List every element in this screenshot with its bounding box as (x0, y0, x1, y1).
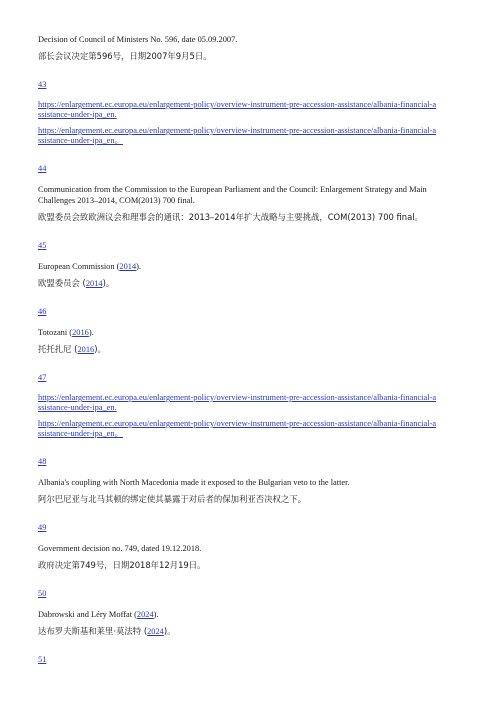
footnote-number-link[interactable]: 43 (38, 80, 47, 89)
footnote-47 (38, 372, 438, 439)
footnote-url-link-zh[interactable]: https://enlargement.ec.europa.eu/enlargement-policy/overview-instrument-pre-accession-assistance/albania-financial-assistance-under-ipa_en。 (38, 419, 437, 438)
footnote-url-link[interactable]: https://enlargement.ec.europa.eu/enlargement-policy/overview-instrument-pre-accession-assistance/albania-financial-assistance-under-ipa_en. (38, 393, 437, 412)
footnote-45 (38, 240, 438, 289)
footnote-url-link[interactable]: https://enlargement.ec.europa.eu/enlargement-policy/overview-instrument-pre-accession-assistance/albania-financial-assistance-under-ipa_en. (38, 100, 437, 119)
footnote-zh-text: 欧盟委员会 (2014)。 (38, 278, 115, 288)
footnote-en-text: Dabrowski and Léry Moffat (2024). (38, 610, 159, 619)
footnote-number-link[interactable]: 44 (38, 164, 47, 173)
footnote-50 (38, 588, 438, 637)
footnote-zh-text: 托托扎尼 (2016)。 (38, 344, 106, 354)
footnote-number-link[interactable]: 48 (38, 457, 47, 466)
footnote-en-text: Decision of Council of Ministers No. 596, date 05.09.2007. (38, 35, 238, 44)
footnote-number-link[interactable]: 49 (38, 523, 47, 532)
footnote-zh-text: 部长会议决定第596号，日期2007年9月5日。 (38, 51, 212, 61)
footnote-en-text: Totozani (2016). (38, 328, 94, 337)
footnote-42-continuation (38, 34, 438, 62)
footnote-en-text: European Commission (2014). (38, 262, 142, 271)
footnote-48 (38, 456, 438, 505)
footnote-number-link[interactable]: 51 (38, 655, 47, 664)
citation-year-link[interactable]: 2024 (136, 610, 154, 619)
footnote-44 (38, 163, 438, 223)
footnote-en-text: Communication from the Commission to the European Parliament and the Council: Enlargement Strategy and Main Challenges 2013–2014, COM(2013) 700 final. (38, 185, 427, 205)
footnote-url-link-zh[interactable]: https://enlargement.ec.europa.eu/enlargement-policy/overview-instrument-pre-accession-assistance/albania-financial-assistance-under-ipa_en。 (38, 126, 437, 145)
footnote-number-link[interactable]: 45 (38, 241, 47, 250)
citation-year-link-zh[interactable]: 2016 (77, 345, 95, 354)
footnotes-page (38, 34, 438, 665)
footnote-49 (38, 522, 438, 571)
footnote-51 (38, 654, 438, 665)
footnote-en-text: Government decision no. 749, dated 19.12.2018. (38, 544, 202, 553)
footnote-zh-text: 达布罗夫斯基和莱里·莫法特 (2024)。 (38, 626, 176, 636)
footnote-number-link[interactable]: 47 (38, 373, 47, 382)
footnote-zh-text: 政府决定第749号，日期2018年12月19日。 (38, 560, 206, 570)
citation-year-link[interactable]: 2014 (119, 262, 137, 271)
footnote-46 (38, 306, 438, 355)
citation-year-link-zh[interactable]: 2024 (147, 627, 164, 636)
citation-year-link-zh[interactable]: 2014 (85, 279, 103, 288)
footnote-zh-text: 欧盟委员会致欧洲议会和理事会的通讯：2013–2014年扩大战略与主要挑战，COM(2013) 700 final。 (38, 212, 423, 222)
footnote-zh-text: 阿尔巴尼亚与北马其顿的绑定使其暴露于对后者的保加利亚否决权之下。 (38, 494, 306, 504)
footnote-number-link[interactable]: 46 (38, 307, 47, 316)
citation-year-link[interactable]: 2016 (72, 328, 89, 337)
footnote-en-text: Albania's coupling with North Macedonia made it exposed to the Bulgarian veto to the latter. (38, 478, 350, 487)
footnote-43 (38, 79, 438, 146)
footnote-number-link[interactable]: 50 (38, 589, 47, 598)
